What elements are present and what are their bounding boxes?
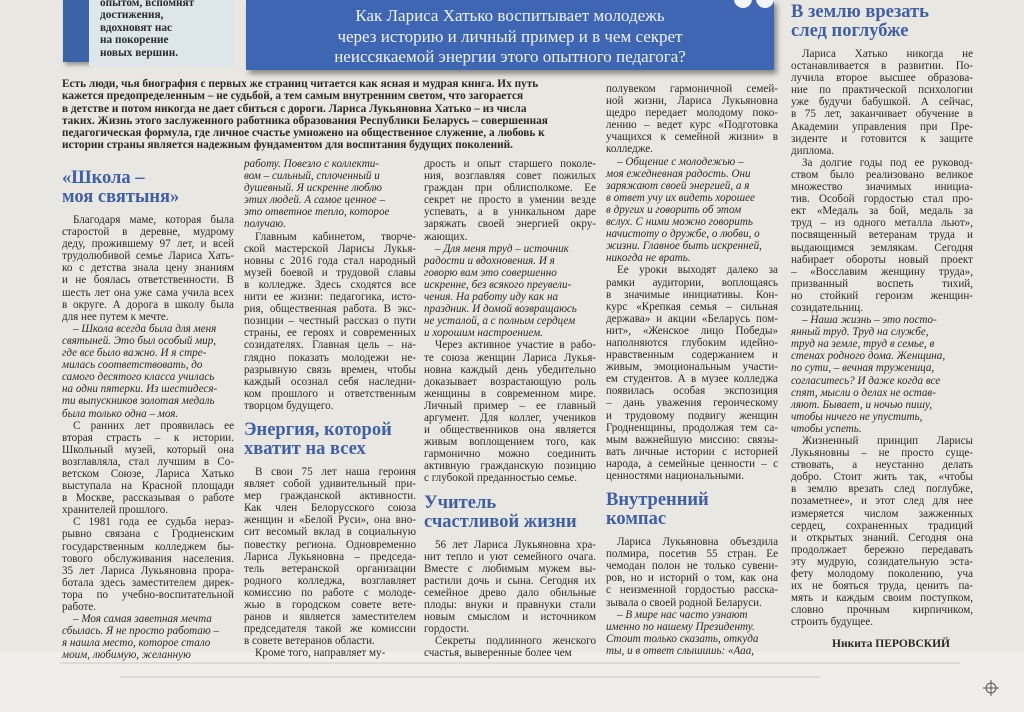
text-line: счастья, выверенные более чем [424, 647, 572, 660]
paragraph [606, 536, 778, 609]
text-line: в округе. А дорога в школу была [62, 298, 234, 311]
text-line: это ответное тепло, которое [244, 206, 390, 219]
paragraph [791, 435, 973, 629]
text-line: семейное древо дало обильные [424, 586, 596, 599]
text-line: и хорошим настроением. [424, 327, 543, 340]
quote-paragraph [424, 243, 596, 340]
text-line: тора по учебно-воспитательной [62, 588, 234, 601]
text-line: останавливается в развитии. По- [791, 60, 973, 73]
text-line: их не бояться труда, ценить па- [791, 580, 973, 593]
section-heading-line: Учитель [424, 492, 497, 513]
text-line: аргумент. Для коллег, учеников [424, 411, 596, 424]
text-line: чения. На работу иду как на [424, 291, 558, 304]
text-line: призванный воспеть тихий, [791, 277, 973, 290]
text-line: граждан при облисполкоме. Ее [424, 182, 596, 195]
intro-line: Есть люди, чья биография с первых же страниц читается как ясная и мудрая книга. Их путь [62, 78, 539, 90]
text-line: полувеком гармоничной семей- [606, 83, 778, 95]
text-line: труд – из одного металла льют», [791, 217, 973, 230]
text-line: с неизменной гордостью расска- [606, 584, 778, 597]
text-line: зиденте и готовится к защите [791, 132, 973, 145]
text-line: для нее путем к мечте. [62, 310, 169, 323]
text-line: повестку региона. Одновременно [244, 538, 416, 551]
text-line: Ее уроки выходят далеко за [617, 264, 778, 277]
text-line: душевный. Я искренне люблю [244, 182, 382, 195]
text-line: фету молодому поколению, уча [791, 568, 973, 581]
text-line: в других и говорить об этом [606, 203, 742, 216]
text-line: труд на земле, труд в семье, в [791, 338, 935, 351]
section-heading-line: В землю врезать [791, 2, 929, 22]
text-line: и общественников она является [424, 424, 596, 437]
text-line: нит тепло и уют семейного очага. [424, 550, 596, 563]
text-line: Стоит только сказать, откуда [606, 632, 759, 645]
section-heading [244, 421, 416, 459]
text-line: выступала на Красной площади [62, 480, 234, 493]
text-line: жизни. Главное быть искренней, [606, 240, 762, 253]
text-line: являет собой удивительный при- [244, 478, 416, 491]
text-line: мять и каждым своим поступком, [791, 592, 973, 605]
text-line: на одни пятерки. Из шестидеся- [62, 383, 218, 396]
text-line: За долгие годы под ее руковод- [802, 156, 973, 169]
text-line: сит весомый вклад в социальную [244, 526, 416, 539]
text-line: чтобы ничего не упустить, [791, 410, 923, 423]
article-intro [62, 78, 548, 152]
text-line: вторая страсть – к истории. [62, 431, 234, 444]
text-line: шесть лет она уже сама учила всех [62, 286, 234, 299]
text-line: диплома. [791, 144, 835, 157]
text-line: посвященный ветеранам труда и [791, 229, 973, 242]
text-line: эту мудрую, созидательную эста- [791, 555, 973, 568]
text-line: созидателях. Главная цель – на- [244, 339, 416, 352]
text-line: живым, эмоциональным участи- [606, 361, 778, 374]
text-line: Как член Белорусского союза [244, 502, 416, 515]
bleed-through-line [60, 662, 960, 664]
text-line: Кроме того, направляет му- [255, 647, 386, 660]
text-line: гармонично можно соединить [424, 448, 596, 461]
text-line: новна каждый день убедительно [424, 363, 596, 376]
text-line: выдающимся землякам. Сегодня [791, 241, 973, 254]
deck-line: через историю и личный пример и в чем секрет [337, 26, 683, 46]
section-heading-line: счастливой жизни [424, 511, 577, 532]
section-heading-line: «Школа – [62, 168, 145, 188]
text-line: где все было важно. И я стре- [62, 347, 207, 360]
text-line: ской мастерской Ларисы Лукья- [244, 242, 416, 255]
text-line: ком прошлого и ответственным [244, 387, 416, 400]
text-line: ров, но и историй о том, как она [606, 572, 778, 585]
text-line: и трудовому подвигу женщин [606, 409, 778, 422]
text-line: государственным колледжем бы- [62, 540, 234, 553]
text-line: новым смыслом и источником [424, 611, 596, 624]
text-line: глядно показать молодежи не- [244, 351, 416, 364]
text-line: этих людей. А самое ценное – [244, 194, 386, 207]
text-line: полмира, посетив 55 стран. Ее [606, 548, 778, 561]
text-line: созидательниц. [791, 301, 864, 314]
text-line: трудолюбивой семье Лариса Хать- [62, 250, 234, 263]
quote-paragraph [791, 314, 973, 435]
text-line: нити ее жизни: педагогика, исто- [244, 291, 416, 304]
text-line: активную гражданскую позицию [424, 460, 596, 473]
registration-mark-icon [983, 680, 999, 696]
text-line: мым важнейшую миссию: связы- [606, 433, 778, 446]
text-line: гордости. [424, 623, 470, 636]
text-line: вслух. С ними можно говорить [606, 216, 753, 229]
paragraph [606, 83, 778, 156]
text-line: ко с детства знала цену знаниям [62, 262, 234, 275]
text-line: курс «Крепкая семья – сильная [606, 300, 778, 313]
text-line: в Москве, рассказывая о работе [62, 492, 234, 505]
article-column-1 [62, 160, 234, 661]
text-line: народа, а семейные ценности – с [606, 457, 778, 470]
text-line: щедро передает молодому поко- [606, 107, 778, 120]
text-line: в колледже. Здесь сходятся все [244, 278, 416, 291]
text-line: словно прочным кирпичиком, [791, 604, 973, 617]
text-line: нит», «Женское лицо Победы» [606, 324, 778, 337]
text-line: наполняются глубоким идейно- [606, 336, 778, 349]
text-line: набирает обороты новый проект [791, 253, 973, 266]
text-line: – Общение с молодежью – [617, 155, 744, 168]
text-line: С 1981 года ее судьба нераз- [73, 516, 234, 529]
deck-line: неиссякаемой энергии этого опытного педагога? [334, 47, 686, 66]
author-signature: Никита ПЕРОВСКИЙ [832, 638, 950, 650]
text-line: заряжать своей энергией окру- [424, 218, 596, 231]
text-line: начистоту о дружбе, о любви, о [606, 228, 760, 241]
text-line: строить будущее. [791, 616, 874, 629]
text-line: Через активное участие в рабо- [435, 339, 596, 352]
text-line: и не боялась ответственности. В [62, 274, 234, 287]
text-line: чемодан полон не только сувени- [606, 560, 778, 573]
text-line: Благодаря маме, которая была [73, 214, 234, 226]
paragraph [244, 647, 416, 659]
article-deck-box [246, 0, 774, 70]
text-line: ством было реализовано великое [791, 168, 973, 181]
paragraph [424, 339, 596, 484]
lead-quote-line: достижения, [100, 9, 164, 22]
text-line: тив. Особой гордостью стал про- [791, 193, 973, 206]
text-line: заряжают своей энергией, а я [606, 179, 750, 192]
text-line: ветском Союзе, Лариса Хатько [62, 467, 234, 480]
text-line: каждый осознал себя наследни- [244, 375, 416, 388]
text-line: ние по практической психологии [791, 84, 973, 97]
text-line: самого десятого класса училась [62, 371, 215, 384]
text-line: доказывает возрастающую роль [424, 375, 596, 388]
text-line: позаметнее», и этот след для нее [791, 495, 973, 508]
text-line: живым воплощением того, как [424, 436, 596, 449]
section-heading-line: след поглубже [791, 21, 909, 41]
text-line: – Школа всегда была для меня [73, 322, 217, 335]
text-line: Главным кабинетом, творче- [255, 230, 416, 243]
paragraph [606, 264, 778, 482]
text-line: стенах родного дома. Женщина, [791, 350, 946, 363]
section-heading-line: компас [606, 509, 667, 530]
text-line: жающих. [424, 230, 468, 243]
text-line: В свои 75 лет наша героиня [255, 465, 416, 478]
text-line: ботала здесь заместителем дирек- [62, 576, 234, 589]
text-line: зывала о своей родной Беларуси. [606, 596, 762, 609]
text-line: Вместе с любимым мужем вы- [424, 562, 596, 575]
section-heading-line: Энергия, которой [244, 419, 392, 440]
text-line: ты, и в ответ слышишь: «Ааа, [606, 644, 755, 657]
text-line: женщины в современном мире. [424, 387, 596, 400]
paragraph [424, 158, 596, 243]
text-line: Лариса Хатько никогда не [802, 48, 973, 60]
text-line: искренне, без всякого преувели- [424, 278, 572, 291]
article-column-2 [244, 158, 416, 659]
text-line: Жизненный принцип Ларисы [802, 435, 973, 447]
deck-line: Как Лариса Хатько воспитывает молодежь [355, 6, 665, 25]
text-line: моим, любимую, желанную [62, 649, 191, 662]
text-line: лучила второе высшее образова- [791, 72, 973, 85]
text-line: и открытых знаний. Сегодня она [791, 531, 973, 544]
text-line: рамки аудитории, воплощаясь [606, 276, 778, 289]
text-line: праздник. И домой возвращаюсь [424, 303, 577, 316]
text-line: возглавляла, стал лучшим в Со- [62, 455, 234, 468]
text-line: Гродненщины, продолжая тем са- [606, 421, 778, 434]
text-line: колледже. [606, 143, 653, 156]
text-line: согласитесь? И даже когда все [791, 374, 941, 387]
text-line: творцом будущего. [244, 399, 334, 412]
text-line: – Наша жизнь – это посто- [802, 314, 937, 327]
text-line: в 75 лет, заканчивает обучение в [791, 108, 973, 121]
section-heading [424, 494, 596, 532]
text-line: успевать, а в уникальном даре [424, 206, 596, 219]
text-line: родного колледжа, возглавляет [244, 574, 416, 587]
text-line: старостой в деревне, мудрому [62, 226, 234, 239]
article-column-5 [791, 3, 973, 629]
article-column-3 [424, 158, 596, 659]
text-line: – В мире нас часто узнают [617, 608, 748, 621]
text-line: Личный пример – ее главный [424, 399, 596, 412]
text-line: растили дочь и сына. Сегодня их [424, 574, 596, 587]
text-line: ранов и является заместителем [244, 611, 416, 624]
paragraph [791, 48, 973, 157]
quote-paragraph [62, 613, 234, 661]
text-line: председателя такой же комиссии [244, 623, 416, 636]
text-line: С ранних лет проявилась ее [73, 419, 234, 432]
section-heading-line: Внутренний [606, 490, 709, 511]
text-line: я нашла место, которое стало [62, 637, 211, 650]
text-line: сердец, сохраненных традиций [791, 519, 973, 532]
text-line: деду, прожившему 97 лет, и всей [62, 238, 234, 251]
text-line: Школьный музей, который она [62, 443, 234, 456]
text-line: те союза женщин Лариса Лукья- [424, 351, 596, 364]
intro-line: в детстве и потом никогда не дает сбиться с дороги. Лариса Лукьяновна Хатько – из числа [62, 102, 527, 115]
text-line: сбылась. Я не просто работаю – [62, 625, 219, 638]
text-line: ляют. Бывает, и ночью пишу, [791, 398, 933, 411]
text-line: но стойкий героизм женщин- [791, 289, 973, 302]
lead-quote-line: опытом, вспомнят [100, 0, 195, 9]
text-line: ти выпускников золотая медаль [62, 395, 215, 408]
text-line: по сути, – вечная труженица, [791, 362, 935, 375]
section-heading-line: хватит на всех [244, 438, 366, 459]
quote-paragraph [244, 158, 416, 231]
section-heading [62, 169, 234, 207]
text-line: мер гражданской активности. [244, 490, 416, 503]
text-line: рывно связана с Гродненским [62, 528, 234, 541]
text-line: разрывную связь времен, чтобы [244, 363, 416, 376]
article-column-4 [606, 83, 778, 657]
bleed-through-line [120, 676, 820, 678]
article-deck [246, 6, 774, 68]
text-line: чтобы успеть. [791, 422, 862, 435]
text-line: секрет не просто в умении везде [424, 194, 596, 207]
paragraph [62, 214, 234, 323]
text-line: дрость и опыт старшего поколе- [424, 158, 596, 170]
text-line: спят, мысли о делах не остав- [791, 386, 936, 399]
text-line: плоды: внуки и правнуки стали [424, 599, 596, 611]
text-line: учащихся к семейной жизни» в [606, 131, 778, 144]
quote-paragraph [606, 156, 778, 265]
text-line: вом – сильный, сплоченный и [244, 170, 380, 183]
text-line: была только одна – моя. [62, 407, 179, 420]
text-line: – Моя самая заветная мечта [73, 613, 212, 626]
paragraph [244, 466, 416, 647]
text-line: не усталой, а с полным сердцем [424, 315, 576, 328]
text-line: Академии управления при Пре- [791, 120, 973, 133]
text-line: тель ветеранской организации [244, 562, 416, 575]
paragraph [62, 516, 234, 613]
lead-quote-text [100, 0, 194, 59]
text-line: получаю. [244, 218, 286, 231]
paragraph [424, 635, 596, 659]
text-line: 56 лет Лариса Лукьяновна хра- [435, 538, 596, 551]
text-line: женщин и «Белой Руси», она вно- [244, 514, 416, 527]
text-line: новны с 2016 года стал народный [244, 254, 416, 267]
intro-line: педагогическая формула, где личное счастье умножено на общественное служение, а любовь к [62, 127, 545, 140]
text-line: – дань уважения героическому [606, 397, 778, 410]
lead-quote-line: на покорение [100, 34, 169, 47]
text-line: хранителей прошлого. [62, 504, 169, 517]
intro-line: истории страны является надежным фундаментом для воспитания будущих поколений. [62, 139, 513, 152]
paragraph [424, 539, 596, 636]
text-line: жью в городском совете вете- [244, 599, 416, 611]
paragraph [244, 231, 416, 412]
text-line: говорю вам это совершенно [424, 266, 557, 279]
text-line: позиции – честный рассказ о пути [244, 315, 416, 328]
text-line: моя ежедневная радость. Они [606, 167, 751, 180]
text-line: множество значимых инициа- [791, 181, 973, 194]
section-heading [791, 3, 973, 41]
text-line: музей боевой и трудовой славы [244, 266, 416, 279]
text-line: в значимые инициативы. Кон- [606, 288, 778, 301]
text-line: святыней. Это был особый мир, [62, 334, 217, 347]
quote-paragraph [62, 323, 234, 420]
text-line: работе. [62, 601, 97, 613]
text-line: работу. Повезло с коллекти- [244, 158, 379, 170]
text-line: с глубокой преданностью семье. [424, 472, 578, 485]
text-line: 35 лет Лариса Лукьяновна прора- [62, 564, 234, 577]
paragraph [791, 157, 973, 314]
text-line: ценностями национальными. [606, 470, 744, 482]
lead-quote-line: вдохновят нас [100, 21, 173, 34]
text-line: в ответ учу их видеть хорошее [606, 191, 755, 204]
text-line: ствовать, а неустанно делать [791, 459, 973, 472]
text-line: Секреты подлинного женского [435, 635, 596, 648]
text-line: именно по нашему Президенту. [606, 620, 755, 633]
text-line: рия, общественная работа. В экс- [244, 303, 416, 316]
text-line: ния, возглавляя совет пожилых [424, 170, 596, 183]
intro-line: таких. Жизнь этого заслуженного работника образования Республики Беларусь – совершенная [62, 114, 548, 127]
text-line: тового обслуживания населения. [62, 552, 234, 565]
text-line: лению – ведет курс «Подготовка [606, 119, 778, 132]
quote-paragraph [606, 609, 778, 657]
text-line: в совете ветеранов области. [244, 635, 375, 648]
text-line: держава» и акции «Беларусь пом- [606, 312, 778, 325]
text-line: страны, ее героях и современных [244, 327, 416, 340]
text-line: Лариса Лукьяновна – председа- [244, 550, 416, 563]
text-line: Лариса Лукьяновна объездила [617, 536, 778, 549]
text-line: уже будучи бабушкой. А сейчас, [791, 96, 973, 109]
text-line: Лукьяновны – не просто суще- [791, 447, 973, 460]
text-line: ем студентов. А в музее колледжа [606, 373, 778, 386]
text-line: измеряется числом зажженных [791, 507, 973, 520]
text-line: – «Восславим женщину труда», [791, 265, 973, 278]
lead-quote-line: новых вершин. [100, 46, 179, 59]
paragraph [62, 420, 234, 517]
text-line: ект «Медаль за бой, медаль за [791, 205, 973, 218]
text-line: никогда не врать. [606, 252, 691, 265]
text-line: продолжает бережно передавать [791, 543, 973, 556]
text-line: комиссию по работе с молоде- [244, 586, 416, 599]
text-line: нравственным содержанием и [606, 349, 778, 362]
text-line: появилась особая экспозиция [606, 385, 778, 398]
text-line: – Для меня труд – источник [435, 242, 569, 255]
text-line: добро. Стоит жить так, «чтобы [791, 471, 973, 484]
text-line: янный труд. Труд на службе, [791, 326, 929, 339]
text-line: в землю врезать след поглубже, [791, 483, 973, 496]
text-line: ной жизни, Лариса Лукьяновна [606, 95, 778, 108]
text-line: радости и вдохновения. И я [424, 254, 555, 267]
text-line: милась соответствовать, до [62, 359, 203, 372]
lead-accent-bar [63, 0, 89, 62]
section-heading-line: моя святыня» [62, 187, 180, 207]
text-line: вать личные истории с историей [606, 445, 778, 458]
intro-line: кажется предопределенным – не судьбой, а тем самым внутренним светом, что загорается [62, 90, 524, 103]
section-heading [606, 491, 778, 529]
